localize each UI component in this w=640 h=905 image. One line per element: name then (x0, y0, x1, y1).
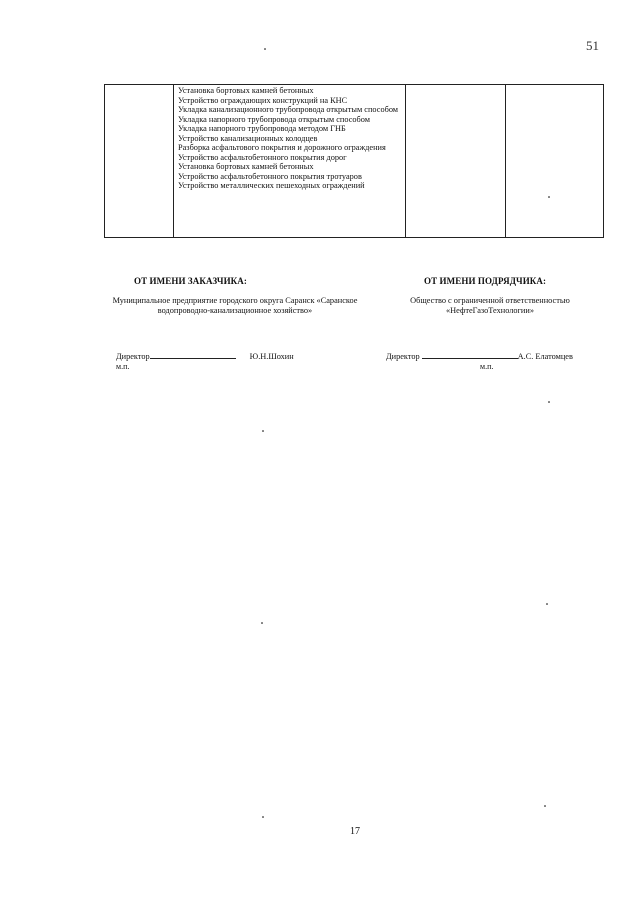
work-item: Устройство металлических пешеходных ограждений (178, 181, 365, 190)
sheet-number: 51 (586, 38, 599, 53)
work-item: Укладка напорного трубопровода открытым способом (178, 114, 371, 124)
contractor-position: Директор (386, 352, 420, 361)
scan-speck (544, 805, 546, 807)
customer-signatory: Ю.Н.Шохин (249, 352, 294, 361)
work-item: Укладка канализационного трубопровода открытым способом (178, 105, 399, 114)
page-number: 17 (350, 826, 360, 837)
customer-heading: ОТ ИМЕНИ ЗАКАЗЧИКА: (134, 276, 247, 286)
scan-speck (548, 196, 550, 198)
scan-speck (262, 430, 264, 432)
contractor-signature-line (386, 350, 573, 361)
contractor-signature-blank (422, 350, 518, 359)
table-column-divider (173, 85, 174, 237)
customer-position: Директор (116, 352, 150, 361)
work-item: Устройство ограждающих конструкций на КНС (178, 95, 348, 105)
contractor-stamp-mark: м.п. (480, 362, 494, 371)
works-list (178, 86, 402, 191)
work-item: Установка бортовых камней бетонных (178, 162, 314, 171)
scan-speck (546, 603, 548, 605)
scan-speck (261, 622, 263, 624)
customer-stamp-mark: м.п. (116, 362, 130, 371)
customer-signature-line (116, 350, 294, 361)
contractor-heading: ОТ ИМЕНИ ПОДРЯДЧИКА: (424, 276, 547, 286)
table-column-divider (505, 85, 506, 237)
contractor-organization: Общество с ограниченной ответственностью «НефтеГазоТехнологии» (410, 296, 570, 315)
work-item: Устройство асфальтобетонного покрытия дорог (178, 152, 347, 162)
work-item: Устройство канализационных колодцев (178, 133, 318, 143)
works-table (104, 84, 604, 238)
table-column-divider (405, 85, 406, 237)
work-item: Установка бортовых камней бетонных (178, 86, 314, 95)
customer-organization: Муниципальное предприятие городского округа Саранск «Саранское водопроводно-канализационное хозяйство» (112, 296, 358, 315)
scan-speck (548, 401, 550, 403)
work-item: Укладка напорного трубопровода методом ГНБ (178, 124, 346, 133)
work-item: Разборка асфальтового покрытия и дорожного ограждения (178, 143, 386, 152)
scan-speck (262, 816, 264, 818)
work-item: Устройство асфальтобетонного покрытия тротуаров (178, 171, 362, 181)
customer-signature-blank (150, 350, 236, 359)
scan-speck (264, 48, 266, 50)
contractor-signatory: А.С. Елатомцев (517, 352, 573, 361)
